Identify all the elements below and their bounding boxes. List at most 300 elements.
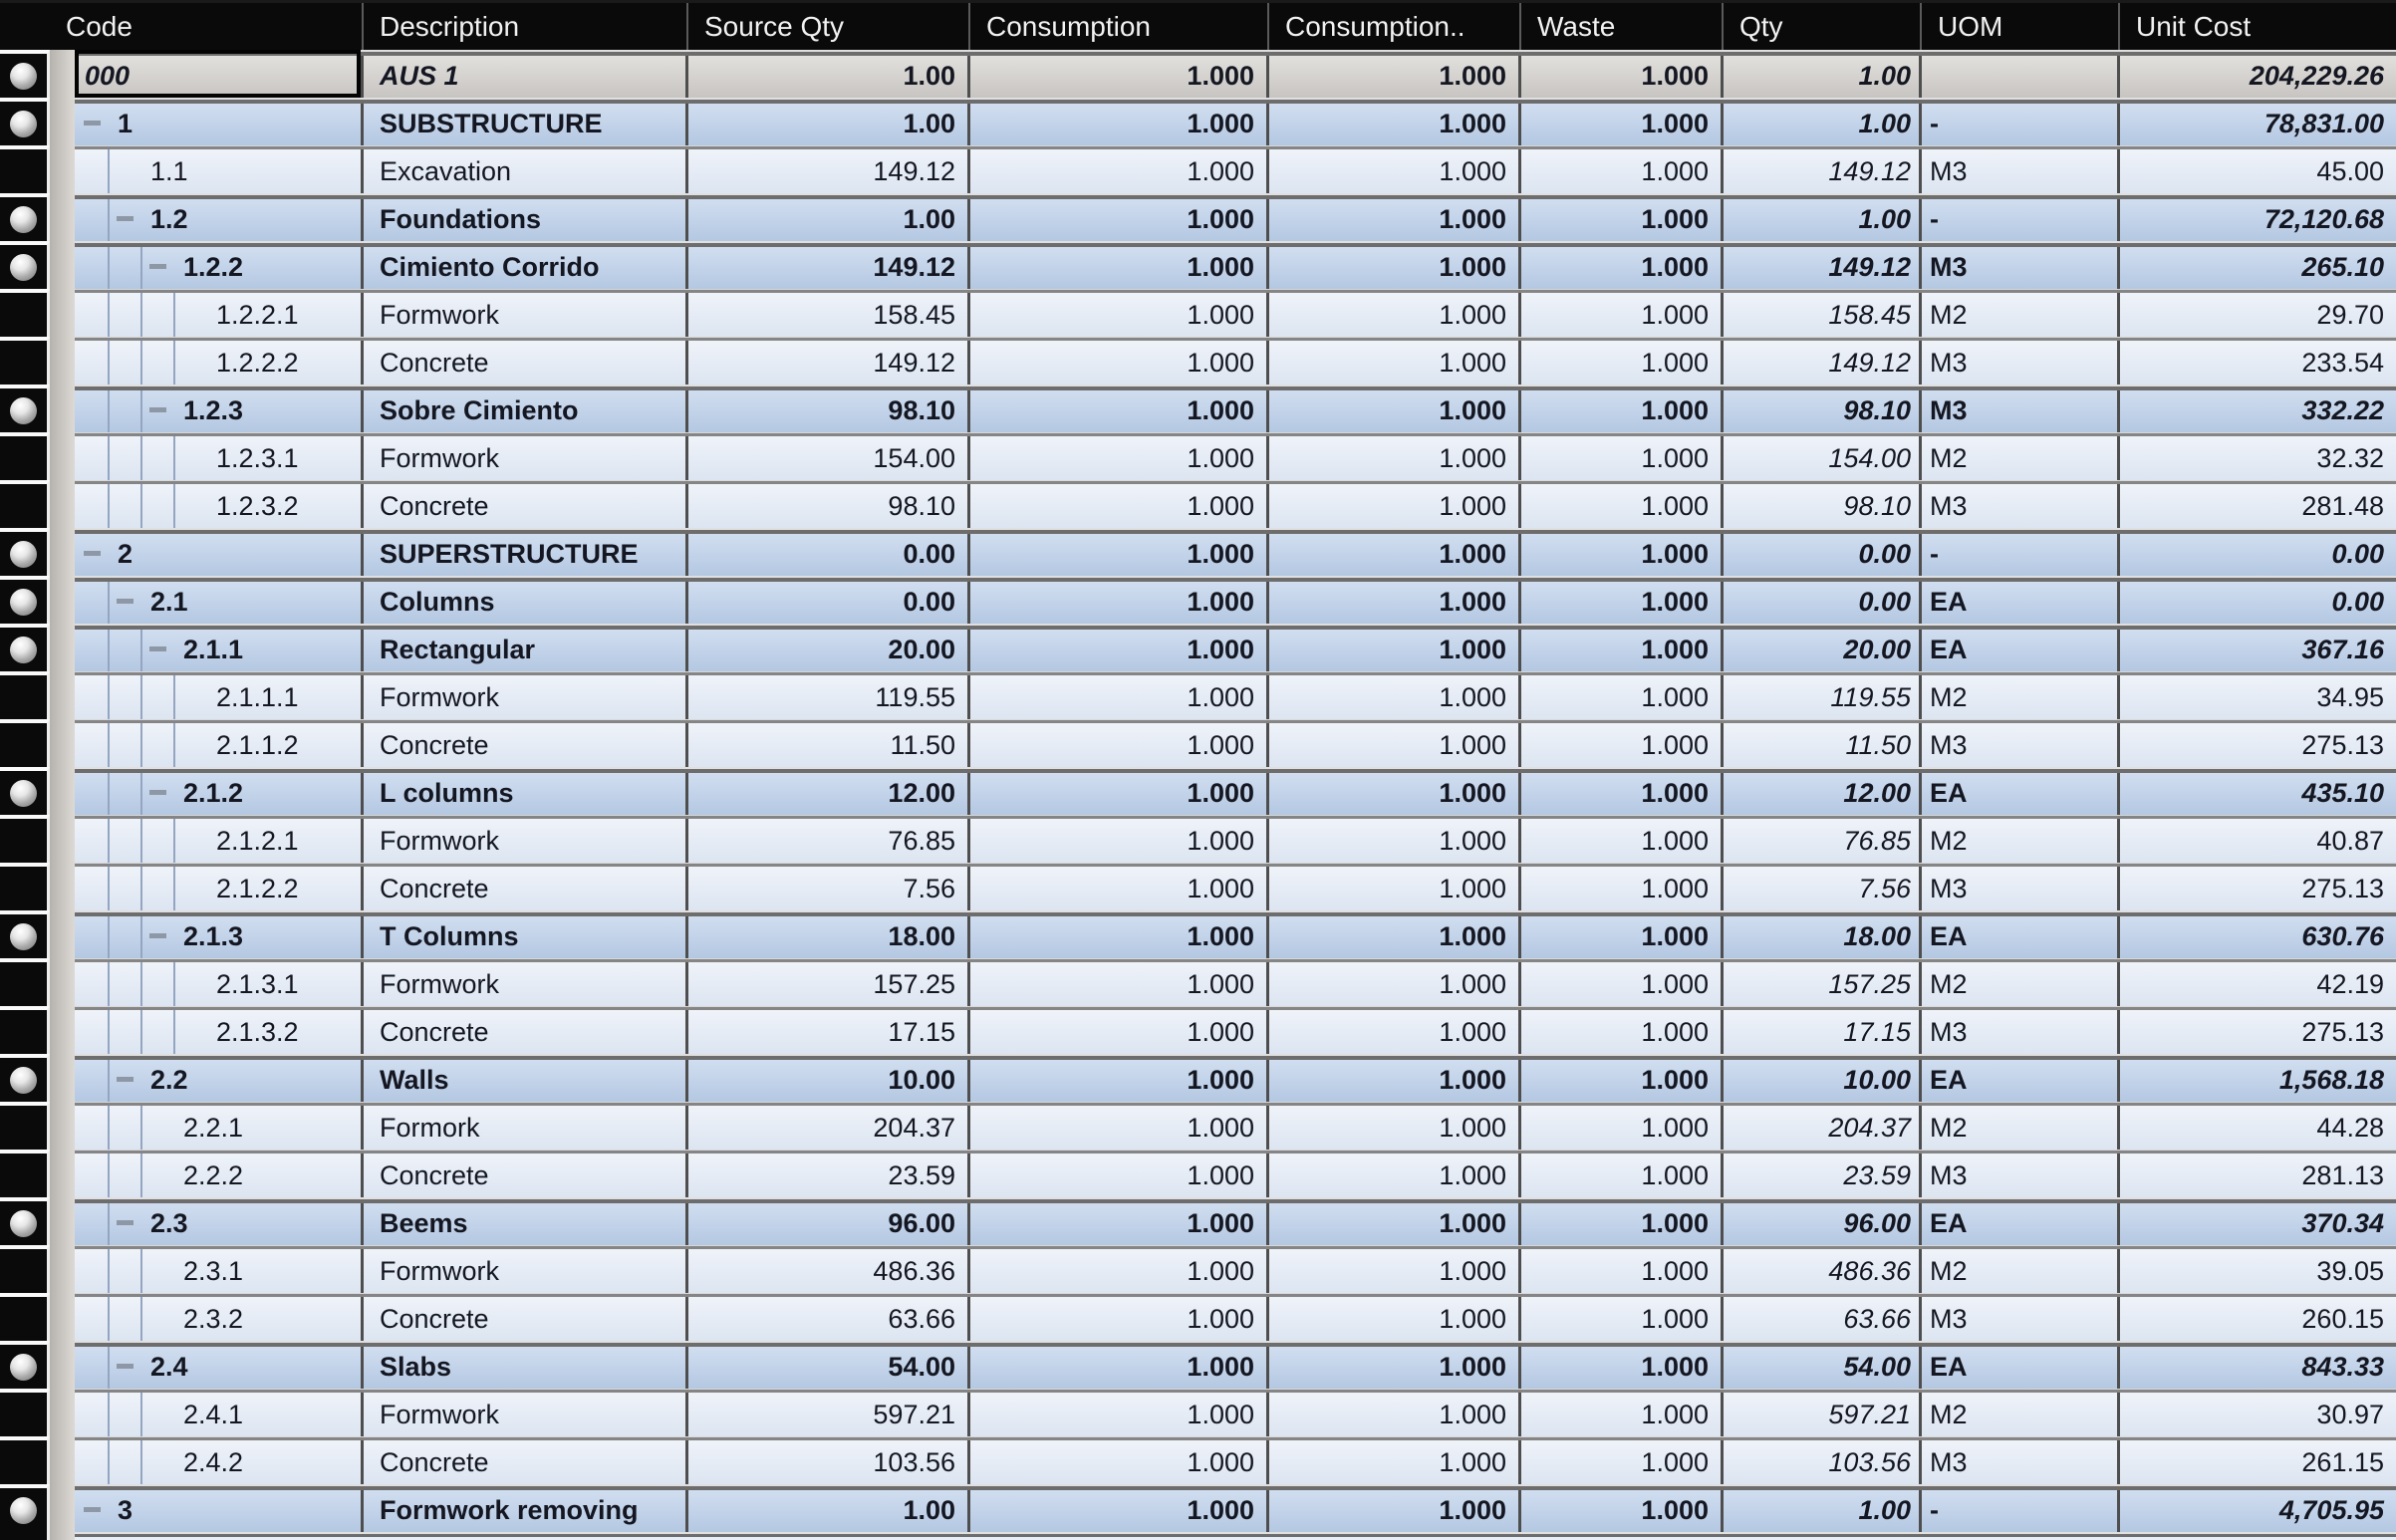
row-indicator[interactable]: [0, 671, 50, 719]
cell-waste[interactable]: [1521, 1436, 1724, 1484]
cell-source-qty[interactable]: [688, 815, 970, 863]
cell-uom[interactable]: [1922, 671, 2120, 719]
row-indicator[interactable]: [0, 241, 50, 289]
cell-source-qty[interactable]: [688, 289, 970, 337]
cell-consumption[interactable]: [970, 528, 1269, 576]
cell-code[interactable]: [50, 1245, 364, 1293]
cell-unit-cost[interactable]: [2120, 193, 2396, 241]
cell-source-qty[interactable]: [688, 1484, 970, 1532]
cell-unit-cost[interactable]: [2120, 528, 2396, 576]
cell-description[interactable]: [364, 1102, 688, 1150]
cell-uom[interactable]: [1922, 98, 2120, 145]
cell-code[interactable]: [50, 863, 364, 910]
cell-uom[interactable]: [1922, 1245, 2120, 1293]
cell-unit-cost[interactable]: [2120, 767, 2396, 815]
cell-consumption[interactable]: [970, 98, 1269, 145]
cell-unit-cost[interactable]: [2120, 1484, 2396, 1532]
cell-description[interactable]: [364, 1436, 688, 1484]
cell-consumption-2[interactable]: [1269, 145, 1521, 193]
cell-unit-cost[interactable]: [2120, 1197, 2396, 1245]
row-indicator[interactable]: [0, 145, 50, 193]
cell-consumption-2[interactable]: [1269, 193, 1521, 241]
cell-consumption[interactable]: [970, 1293, 1269, 1341]
cell-qty[interactable]: [1724, 1245, 1922, 1293]
cell-code[interactable]: [50, 1484, 364, 1532]
cell-consumption-2[interactable]: [1269, 1245, 1521, 1293]
cell-consumption-2[interactable]: [1269, 1102, 1521, 1150]
cell-waste[interactable]: [1521, 337, 1724, 385]
cell-consumption[interactable]: [970, 1054, 1269, 1102]
cell-source-qty[interactable]: [688, 1341, 970, 1389]
cell-uom[interactable]: [1922, 1054, 2120, 1102]
cell-description[interactable]: [364, 958, 688, 1006]
cell-consumption[interactable]: [970, 480, 1269, 528]
cell-consumption[interactable]: [970, 193, 1269, 241]
row-indicator[interactable]: [0, 719, 50, 767]
cell-unit-cost[interactable]: [2120, 145, 2396, 193]
cell-waste[interactable]: [1521, 958, 1724, 1006]
cell-qty[interactable]: [1724, 289, 1922, 337]
cell-waste[interactable]: [1521, 145, 1724, 193]
cell-qty[interactable]: [1724, 145, 1922, 193]
cell-waste[interactable]: [1521, 193, 1724, 241]
cell-waste[interactable]: [1521, 1006, 1724, 1054]
cell-consumption[interactable]: [970, 1150, 1269, 1197]
cell-consumption-2[interactable]: [1269, 241, 1521, 289]
cell-waste[interactable]: [1521, 1484, 1724, 1532]
cell-source-qty[interactable]: [688, 1006, 970, 1054]
cell-uom[interactable]: [1922, 337, 2120, 385]
cell-qty[interactable]: [1724, 1341, 1922, 1389]
cell-waste[interactable]: [1521, 910, 1724, 958]
row-indicator[interactable]: [0, 1245, 50, 1293]
cell-code[interactable]: [50, 767, 364, 815]
row-indicator[interactable]: [0, 1293, 50, 1341]
row-indicator[interactable]: [0, 1389, 50, 1436]
cell-unit-cost[interactable]: [2120, 958, 2396, 1006]
cell-consumption[interactable]: [970, 863, 1269, 910]
cell-description[interactable]: [364, 98, 688, 145]
cell-waste[interactable]: [1521, 1293, 1724, 1341]
cell-uom[interactable]: [1922, 624, 2120, 671]
cell-consumption-2[interactable]: [1269, 289, 1521, 337]
cell-description[interactable]: [364, 1293, 688, 1341]
cell-waste[interactable]: [1521, 1341, 1724, 1389]
cell-consumption[interactable]: [970, 50, 1269, 98]
cell-uom[interactable]: [1922, 1484, 2120, 1532]
cell-waste[interactable]: [1521, 815, 1724, 863]
cell-uom[interactable]: [1922, 528, 2120, 576]
cell-unit-cost[interactable]: [2120, 1293, 2396, 1341]
col-header-code[interactable]: Code: [50, 3, 364, 50]
cell-source-qty[interactable]: [688, 576, 970, 624]
cell-qty[interactable]: [1724, 432, 1922, 480]
cell-source-qty[interactable]: [688, 1197, 970, 1245]
cell-uom[interactable]: [1922, 815, 2120, 863]
cell-code[interactable]: [50, 98, 364, 145]
cell-description[interactable]: [364, 624, 688, 671]
cell-qty[interactable]: [1724, 910, 1922, 958]
cell-consumption-2[interactable]: [1269, 1341, 1521, 1389]
cell-qty[interactable]: [1724, 1006, 1922, 1054]
cell-code[interactable]: [50, 432, 364, 480]
cell-waste[interactable]: [1521, 1245, 1724, 1293]
cell-consumption-2[interactable]: [1269, 528, 1521, 576]
cell-unit-cost[interactable]: [2120, 289, 2396, 337]
cell-description[interactable]: [364, 767, 688, 815]
cell-consumption[interactable]: [970, 910, 1269, 958]
cell-waste[interactable]: [1521, 528, 1724, 576]
row-indicator[interactable]: [0, 1150, 50, 1197]
cell-code[interactable]: [50, 385, 364, 432]
cell-source-qty[interactable]: [688, 624, 970, 671]
cell-waste[interactable]: [1521, 576, 1724, 624]
cell-qty[interactable]: [1724, 815, 1922, 863]
cell-code[interactable]: [50, 528, 364, 576]
cell-source-qty[interactable]: [688, 432, 970, 480]
cell-uom[interactable]: [1922, 1389, 2120, 1436]
cell-consumption-2[interactable]: [1269, 863, 1521, 910]
cell-waste[interactable]: [1521, 719, 1724, 767]
cell-code[interactable]: [50, 1341, 364, 1389]
cell-unit-cost[interactable]: [2120, 1102, 2396, 1150]
cell-source-qty[interactable]: [688, 241, 970, 289]
cell-source-qty[interactable]: [688, 671, 970, 719]
row-indicator[interactable]: [0, 432, 50, 480]
cell-code[interactable]: [50, 289, 364, 337]
cell-uom[interactable]: [1922, 289, 2120, 337]
row-indicator[interactable]: [0, 1436, 50, 1484]
cell-unit-cost[interactable]: [2120, 1006, 2396, 1054]
row-indicator[interactable]: [0, 1341, 50, 1389]
cell-uom[interactable]: [1922, 576, 2120, 624]
cell-code[interactable]: [50, 1054, 364, 1102]
cell-waste[interactable]: [1521, 1102, 1724, 1150]
cell-consumption[interactable]: [970, 241, 1269, 289]
cell-unit-cost[interactable]: [2120, 50, 2396, 98]
cell-consumption[interactable]: [970, 145, 1269, 193]
cell-waste[interactable]: [1521, 241, 1724, 289]
cell-consumption-2[interactable]: [1269, 719, 1521, 767]
cell-qty[interactable]: [1724, 719, 1922, 767]
row-indicator[interactable]: [0, 289, 50, 337]
cell-description[interactable]: [364, 337, 688, 385]
cell-source-qty[interactable]: [688, 1245, 970, 1293]
cell-description[interactable]: [364, 576, 688, 624]
cell-source-qty[interactable]: [688, 480, 970, 528]
col-header-qty[interactable]: Qty: [1724, 3, 1922, 50]
col-header-waste[interactable]: Waste: [1521, 3, 1724, 50]
cell-description[interactable]: [364, 863, 688, 910]
cell-description[interactable]: [364, 289, 688, 337]
row-indicator[interactable]: [0, 1197, 50, 1245]
row-indicator[interactable]: [0, 863, 50, 910]
cell-qty[interactable]: [1724, 528, 1922, 576]
col-header-consumption-2[interactable]: Consumption..: [1269, 3, 1521, 50]
row-indicator[interactable]: [0, 910, 50, 958]
cell-waste[interactable]: [1521, 385, 1724, 432]
cell-unit-cost[interactable]: [2120, 1389, 2396, 1436]
cell-source-qty[interactable]: [688, 145, 970, 193]
cell-consumption[interactable]: [970, 289, 1269, 337]
cell-code[interactable]: [50, 958, 364, 1006]
row-indicator[interactable]: [0, 815, 50, 863]
cell-unit-cost[interactable]: [2120, 719, 2396, 767]
cell-code[interactable]: [50, 671, 364, 719]
col-header-consumption[interactable]: Consumption: [970, 3, 1269, 50]
cell-consumption-2[interactable]: [1269, 1150, 1521, 1197]
cell-consumption[interactable]: [970, 1006, 1269, 1054]
cell-description[interactable]: [364, 719, 688, 767]
cell-description[interactable]: [364, 385, 688, 432]
row-indicator[interactable]: [0, 98, 50, 145]
row-indicator[interactable]: [0, 958, 50, 1006]
cell-consumption[interactable]: [970, 1245, 1269, 1293]
cell-qty[interactable]: [1724, 671, 1922, 719]
cell-consumption-2[interactable]: [1269, 98, 1521, 145]
cell-source-qty[interactable]: [688, 193, 970, 241]
cell-consumption-2[interactable]: [1269, 1389, 1521, 1436]
cell-uom[interactable]: [1922, 1006, 2120, 1054]
cell-qty[interactable]: [1724, 193, 1922, 241]
cell-description[interactable]: [364, 910, 688, 958]
cell-qty[interactable]: [1724, 1389, 1922, 1436]
col-header-source-qty[interactable]: Source Qty: [688, 3, 970, 50]
col-header-unit-cost[interactable]: Unit Cost: [2136, 10, 2252, 42]
cell-consumption-2[interactable]: [1269, 1436, 1521, 1484]
cell-description[interactable]: [364, 241, 688, 289]
cell-consumption-2[interactable]: [1269, 1197, 1521, 1245]
cell-waste[interactable]: [1521, 671, 1724, 719]
cell-qty[interactable]: [1724, 624, 1922, 671]
cell-uom[interactable]: [1922, 480, 2120, 528]
cell-description[interactable]: [364, 815, 688, 863]
cell-unit-cost[interactable]: [2120, 815, 2396, 863]
cell-consumption[interactable]: [970, 1389, 1269, 1436]
cell-qty[interactable]: [1724, 480, 1922, 528]
row-indicator[interactable]: [0, 50, 50, 98]
cell-qty[interactable]: [1724, 1197, 1922, 1245]
cell-source-qty[interactable]: [688, 528, 970, 576]
cell-description[interactable]: [364, 528, 688, 576]
cell-source-qty[interactable]: [688, 337, 970, 385]
cell-waste[interactable]: [1521, 767, 1724, 815]
col-header-uom[interactable]: UOM: [1922, 3, 2120, 50]
row-indicator[interactable]: [0, 385, 50, 432]
cell-consumption[interactable]: [970, 385, 1269, 432]
cell-waste[interactable]: [1521, 50, 1724, 98]
row-indicator[interactable]: [0, 624, 50, 671]
cell-qty[interactable]: [1724, 50, 1922, 98]
cell-description[interactable]: [364, 50, 688, 98]
cell-consumption[interactable]: [970, 958, 1269, 1006]
cell-qty[interactable]: [1724, 1054, 1922, 1102]
cell-source-qty[interactable]: [688, 767, 970, 815]
cell-qty[interactable]: [1724, 1102, 1922, 1150]
cell-source-qty[interactable]: [688, 1150, 970, 1197]
cell-source-qty[interactable]: [688, 385, 970, 432]
cell-uom[interactable]: [1922, 863, 2120, 910]
row-indicator[interactable]: [0, 337, 50, 385]
cell-unit-cost[interactable]: [2120, 910, 2396, 958]
cell-uom[interactable]: [1922, 432, 2120, 480]
cell-waste[interactable]: [1521, 480, 1724, 528]
cell-consumption[interactable]: [970, 1484, 1269, 1532]
cell-code[interactable]: [50, 1006, 364, 1054]
cell-consumption[interactable]: [970, 1197, 1269, 1245]
cell-qty[interactable]: [1724, 1293, 1922, 1341]
cell-description[interactable]: [364, 1006, 688, 1054]
cell-unit-cost[interactable]: [2120, 671, 2396, 719]
cell-consumption-2[interactable]: [1269, 385, 1521, 432]
cell-source-qty[interactable]: [688, 1436, 970, 1484]
cell-consumption-2[interactable]: [1269, 337, 1521, 385]
cell-code[interactable]: [50, 1197, 364, 1245]
cell-description[interactable]: [364, 480, 688, 528]
cell-consumption-2[interactable]: [1269, 624, 1521, 671]
cell-unit-cost[interactable]: [2120, 241, 2396, 289]
cell-description[interactable]: [364, 1245, 688, 1293]
cell-consumption[interactable]: [970, 719, 1269, 767]
cell-qty[interactable]: [1724, 385, 1922, 432]
cell-qty[interactable]: [1724, 576, 1922, 624]
cell-qty[interactable]: [1724, 98, 1922, 145]
cell-uom[interactable]: [1922, 1102, 2120, 1150]
cell-description[interactable]: [364, 1197, 688, 1245]
cell-qty[interactable]: [1724, 863, 1922, 910]
cell-waste[interactable]: [1521, 289, 1724, 337]
cell-code[interactable]: [50, 910, 364, 958]
cell-consumption[interactable]: [970, 576, 1269, 624]
cell-waste[interactable]: [1521, 1054, 1724, 1102]
cell-consumption-2[interactable]: [1269, 1006, 1521, 1054]
cell-unit-cost[interactable]: [2120, 1436, 2396, 1484]
cell-consumption-2[interactable]: [1269, 576, 1521, 624]
cell-unit-cost[interactable]: [2120, 98, 2396, 145]
cell-consumption-2[interactable]: [1269, 432, 1521, 480]
cell-unit-cost[interactable]: [2120, 432, 2396, 480]
cell-source-qty[interactable]: [688, 910, 970, 958]
cell-consumption[interactable]: [970, 767, 1269, 815]
cell-uom[interactable]: [1922, 241, 2120, 289]
cell-consumption[interactable]: [970, 1102, 1269, 1150]
cell-description[interactable]: [364, 432, 688, 480]
row-indicator[interactable]: [0, 193, 50, 241]
cell-qty[interactable]: [1724, 1150, 1922, 1197]
cell-waste[interactable]: [1521, 432, 1724, 480]
cell-consumption-2[interactable]: [1269, 910, 1521, 958]
cell-waste[interactable]: [1521, 98, 1724, 145]
cell-uom[interactable]: [1922, 1341, 2120, 1389]
cell-uom[interactable]: [1922, 385, 2120, 432]
cell-unit-cost[interactable]: [2120, 1150, 2396, 1197]
cell-source-qty[interactable]: [688, 1389, 970, 1436]
cell-source-qty[interactable]: [688, 50, 970, 98]
cell-code[interactable]: [50, 1102, 364, 1150]
cell-source-qty[interactable]: [688, 1054, 970, 1102]
cell-description[interactable]: [364, 1389, 688, 1436]
cell-source-qty[interactable]: [688, 958, 970, 1006]
cell-code[interactable]: [50, 815, 364, 863]
cell-consumption[interactable]: [970, 671, 1269, 719]
cell-description[interactable]: [364, 193, 688, 241]
cell-uom[interactable]: [1922, 1150, 2120, 1197]
cell-unit-cost[interactable]: [2120, 1341, 2396, 1389]
row-indicator[interactable]: [0, 1484, 50, 1532]
cell-source-qty[interactable]: [688, 98, 970, 145]
cell-unit-cost[interactable]: [2120, 863, 2396, 910]
row-indicator[interactable]: [0, 528, 50, 576]
row-indicator[interactable]: [0, 576, 50, 624]
cell-code[interactable]: [50, 145, 364, 193]
cell-code[interactable]: [50, 719, 364, 767]
cell-unit-cost[interactable]: [2120, 624, 2396, 671]
cell-uom[interactable]: [1922, 1436, 2120, 1484]
cell-consumption-2[interactable]: [1269, 1054, 1521, 1102]
cell-unit-cost[interactable]: [2120, 1054, 2396, 1102]
cell-code[interactable]: [50, 1293, 364, 1341]
cell-consumption-2[interactable]: [1269, 50, 1521, 98]
cell-description[interactable]: [364, 671, 688, 719]
cell-unit-cost[interactable]: [2120, 337, 2396, 385]
cell-consumption-2[interactable]: [1269, 1484, 1521, 1532]
cell-consumption-2[interactable]: [1269, 767, 1521, 815]
cell-consumption[interactable]: [970, 624, 1269, 671]
cell-code[interactable]: [50, 576, 364, 624]
cell-code[interactable]: [50, 193, 364, 241]
row-indicator[interactable]: [0, 767, 50, 815]
cell-consumption[interactable]: [970, 337, 1269, 385]
row-indicator[interactable]: [0, 1006, 50, 1054]
cell-code[interactable]: [50, 337, 364, 385]
cell-consumption-2[interactable]: [1269, 958, 1521, 1006]
cell-code[interactable]: [50, 624, 364, 671]
cell-waste[interactable]: [1521, 1150, 1724, 1197]
cell-description[interactable]: [364, 1054, 688, 1102]
cell-consumption[interactable]: [970, 432, 1269, 480]
cell-qty[interactable]: [1724, 767, 1922, 815]
cell-consumption-2[interactable]: [1269, 815, 1521, 863]
cell-uom[interactable]: [1922, 910, 2120, 958]
cell-code[interactable]: [50, 1389, 364, 1436]
cell-source-qty[interactable]: [688, 719, 970, 767]
cell-waste[interactable]: [1521, 863, 1724, 910]
cell-uom[interactable]: [1922, 193, 2120, 241]
cell-waste[interactable]: [1521, 1389, 1724, 1436]
cell-description[interactable]: [364, 1341, 688, 1389]
cell-uom[interactable]: [1922, 1197, 2120, 1245]
col-header-description[interactable]: Description: [364, 3, 688, 50]
cell-code[interactable]: [50, 50, 364, 98]
cell-qty[interactable]: [1724, 1484, 1922, 1532]
cell-qty[interactable]: [1724, 958, 1922, 1006]
cell-source-qty[interactable]: [688, 1102, 970, 1150]
cell-qty[interactable]: [1724, 241, 1922, 289]
cell-source-qty[interactable]: [688, 863, 970, 910]
cell-source-qty[interactable]: [688, 1293, 970, 1341]
cell-consumption[interactable]: [970, 1436, 1269, 1484]
cell-uom[interactable]: [1922, 958, 2120, 1006]
cell-code[interactable]: [50, 480, 364, 528]
cell-unit-cost[interactable]: [2120, 576, 2396, 624]
cell-consumption-2[interactable]: [1269, 1293, 1521, 1341]
cell-qty[interactable]: [1724, 337, 1922, 385]
cell-consumption-2[interactable]: [1269, 480, 1521, 528]
cell-consumption[interactable]: [970, 1341, 1269, 1389]
cell-code[interactable]: [50, 241, 364, 289]
cell-code[interactable]: [50, 1436, 364, 1484]
cell-uom[interactable]: [1922, 767, 2120, 815]
